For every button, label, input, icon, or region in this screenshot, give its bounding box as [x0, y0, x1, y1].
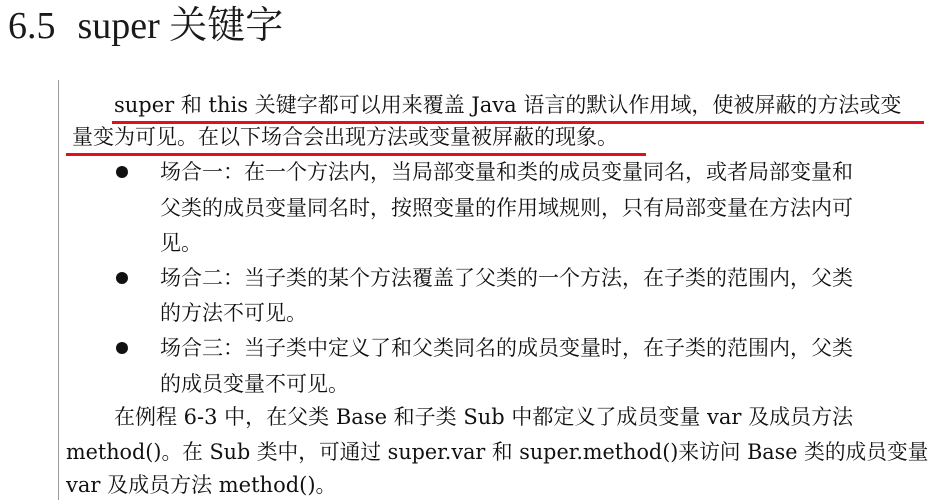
bullet2-line2: 的方法不可见。 — [160, 301, 307, 325]
bullet-icon — [116, 166, 128, 178]
section-title: super 关键字 — [77, 5, 284, 47]
paragraph2-line2: method()。在 Sub 类中，可通过 super.var 和 super.method()来访问 Base 类的成员变量 — [66, 440, 929, 464]
bullet3-line1: 场合三：当子类中定义了和父类同名的成员变量时，在子类的范围内，父类 — [160, 336, 853, 360]
paragraph2-line3: var 及成员方法 method()。 — [66, 473, 337, 497]
bullet1-line3: 见。 — [160, 231, 202, 255]
section-number: 6.5 — [8, 5, 56, 47]
bullet1-line2: 父类的成员变量同名时，按照变量的作用域规则，只有局部变量在方法内可 — [160, 196, 853, 220]
bullet-icon — [116, 342, 128, 354]
bullet2-line1: 场合二：当子类的某个方法覆盖了父类的一个方法，在子类的范围内，父类 — [160, 266, 853, 290]
margin-rule — [58, 80, 59, 500]
red-underline-2 — [66, 153, 646, 156]
bullet-icon — [116, 272, 128, 284]
paragraph2-line1: 在例程 6-3 中，在父类 Base 和子类 Sub 中都定义了成员变量 var 及成员方法 — [114, 405, 854, 429]
section-heading — [8, 0, 283, 52]
paragraph1-line2: 量变为可见。在以下场合会出现方法或变量被屏蔽的现象。 — [72, 125, 618, 149]
paragraph1-line1: super 和 this 关键字都可以用来覆盖 Java 语言的默认作用域，使被屏蔽的方法或变 — [114, 93, 902, 117]
bullet1-line1: 场合一：在一个方法内，当局部变量和类的成员变量同名，或者局部变量和 — [160, 160, 853, 184]
bullet3-line2: 的成员变量不可见。 — [160, 372, 349, 396]
